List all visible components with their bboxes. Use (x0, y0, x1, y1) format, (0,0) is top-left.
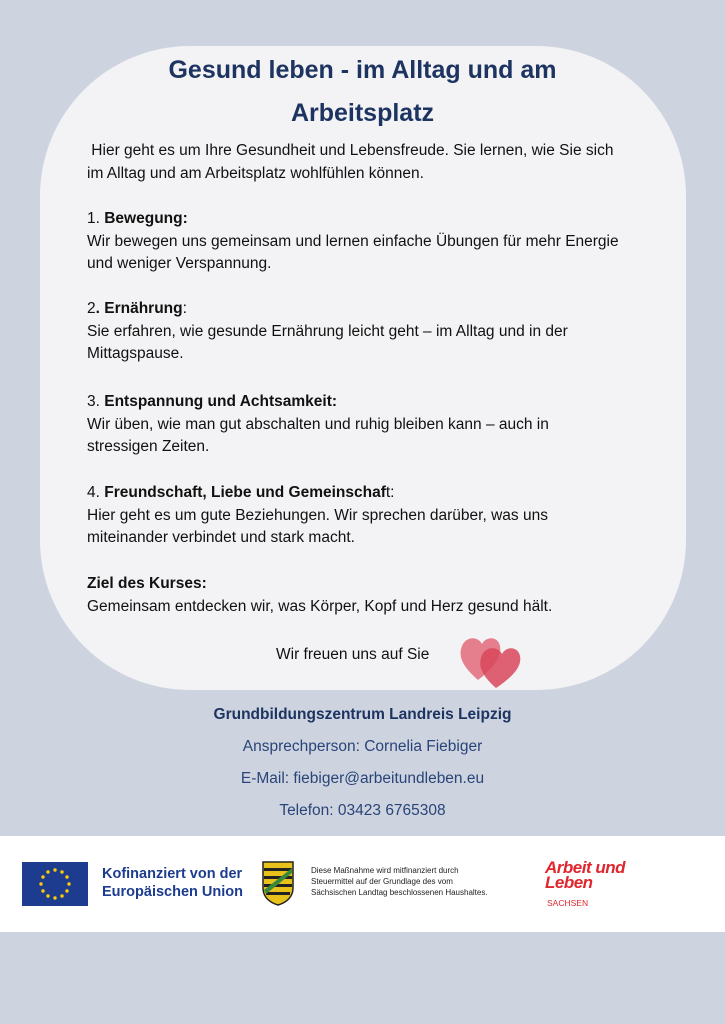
org-name: Grundbildungszentrum Landreis Leipzig (213, 706, 512, 723)
page-title-line1: Gesund leben - im Alltag und am (168, 56, 557, 84)
section-heading: 3. Entspannung und Achtsamkeit: (87, 393, 338, 410)
eu-cofunded-label: Kofinanziert von der Europäischen Union (102, 866, 243, 900)
section-movement (87, 208, 677, 276)
section-friendship (87, 482, 677, 550)
section-text: Mittagspause. (87, 345, 184, 362)
contact-person: Ansprechperson: Cornelia Fiebiger (242, 738, 483, 755)
section-relaxation (87, 391, 677, 459)
contact-phone[interactable]: Telefon: 03423 6765308 (279, 802, 446, 819)
intro-line: im Alltag und am Arbeitsplatz wohlfühlen können. (87, 164, 424, 182)
section-text: Wir bewegen uns gemeinsam und lernen einfache Übungen für mehr Energie (87, 232, 619, 250)
goal-text: Gemeinsam entdecken wir, was Körper, Kopf und Herz gesund hält. (87, 597, 553, 615)
section-text: und weniger Verspannung. (87, 255, 272, 272)
logo-subtitle: SACHSEN (547, 898, 589, 908)
saxony-funding-note: Diese Maßnahme wird mitfinanziert durch Steuermittel auf der Grundlage des vom Sächsischen Landtag beschlossenen Haushaltes. (311, 866, 488, 897)
page-title-line2: Arbeitsplatz (290, 99, 435, 127)
contact-email[interactable]: E-Mail: fiebiger@arbeitundleben.eu (240, 770, 485, 787)
section-heading: 4. Freundschaft, Liebe und Gemeinschaft: (87, 484, 395, 501)
goal-heading: Ziel des Kurses: (87, 575, 207, 592)
course-goal (87, 573, 677, 618)
hearts-icon (458, 628, 528, 697)
section-text: miteinander verbindet und stark macht. (87, 529, 355, 546)
eu-flag-icon (22, 862, 88, 911)
section-text: Sie erfahren, wie gesunde Ernährung leicht geht – im Alltag und in der (87, 322, 568, 340)
closing-text: Wir freuen uns auf Sie (276, 646, 430, 663)
intro-line: Hier geht es um Ihre Gesundheit und Lebensfreude. Sie lernen, wie Sie sich (87, 142, 614, 159)
section-text: stressigen Zeiten. (87, 438, 210, 455)
intro-paragraph (87, 140, 677, 185)
section-text: Hier geht es um gute Beziehungen. Wir sprechen darüber, was uns (87, 506, 548, 524)
arbeit-und-leben-logo: Arbeit und Leben (545, 858, 625, 892)
section-text: Wir üben, wie man gut abschalten und ruhig bleiben kann – auch in (87, 415, 549, 433)
section-nutrition (87, 298, 677, 366)
section-heading: 2. Ernährung: (87, 300, 187, 317)
section-heading: 1. Bewegung: (87, 210, 188, 227)
funding-footer (0, 836, 725, 932)
saxony-crest-icon (261, 860, 295, 911)
